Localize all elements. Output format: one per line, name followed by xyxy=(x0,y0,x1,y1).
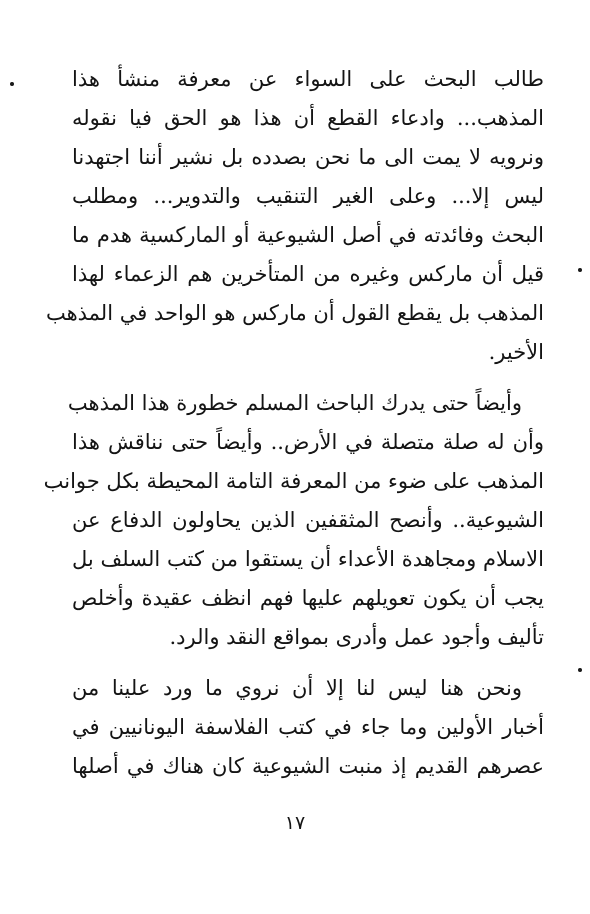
text-line: تأليف وأجود عمل وأدرى بمواقع النقد والرد. xyxy=(169,625,544,649)
text-line: ونحن هنا ليس لنا إلا أن نروي ما ورد علينا من xyxy=(72,676,522,700)
scan-speck xyxy=(10,82,14,86)
text-line: المذهب بل يقطع القول أن ماركس هو الواحد في المذهب xyxy=(45,301,544,325)
paragraph-2 xyxy=(43,384,544,657)
text-line: وأن له صلة متصلة في الأرض.. وأيضاً حتى نناقش هذا xyxy=(72,430,544,454)
text-line: المذهب... وادعاء القطع أن هذا هو الحق فيا نقوله xyxy=(72,106,544,130)
text-line: قيل أن ماركس وغيره من المتأخرين هم الزعماء لهذا xyxy=(72,262,544,286)
paragraph-gap xyxy=(72,372,544,384)
scan-speck xyxy=(578,668,582,672)
text-line: البحث وفائدته في أصل الشيوعية أو الماركسية هدم ما xyxy=(72,223,544,247)
scan-speck xyxy=(578,268,582,272)
text-line: الاسلام ومجاهدة الأعداء أن يستقوا من كتب السلف بل xyxy=(72,547,544,571)
text-line: عصرهم القديم إذ منبت الشيوعية كان هناك في أصلها xyxy=(72,754,544,778)
book-page-text xyxy=(43,60,544,786)
text-line: ليس إلا... وعلى الغير التنقيب والتدوير... ومطلب xyxy=(72,184,544,208)
text-line: طالب البحث على السواء عن معرفة منشأ هذا xyxy=(72,67,544,91)
text-line: ونرويه لا يمت الى ما نحن بصدده بل نشير أننا اجتهدنا xyxy=(72,145,544,169)
paragraph-3 xyxy=(72,669,544,786)
text-line: الشيوعية.. وأنصح المثقفين الذين يحاولون الدفاع عن xyxy=(72,508,544,532)
paragraph-1 xyxy=(45,60,544,372)
text-line: المذهب على ضوء من المعرفة التامة المحيطة بكل جوانب xyxy=(43,469,544,493)
text-line: يجب أن يكون تعويلهم عليها فهم انظف عقيدة وأخلص xyxy=(72,586,544,610)
text-line: وأيضاً حتى يدرك الباحث المسلم خطورة هذا المذهب xyxy=(67,391,522,415)
paragraph-gap xyxy=(72,657,544,669)
page-number: ١٧ xyxy=(284,812,306,834)
text-line: الأخير. xyxy=(488,340,544,364)
text-line: أخبار الأولين وما جاء في كتب الفلاسفة اليونانيين في xyxy=(72,715,544,739)
